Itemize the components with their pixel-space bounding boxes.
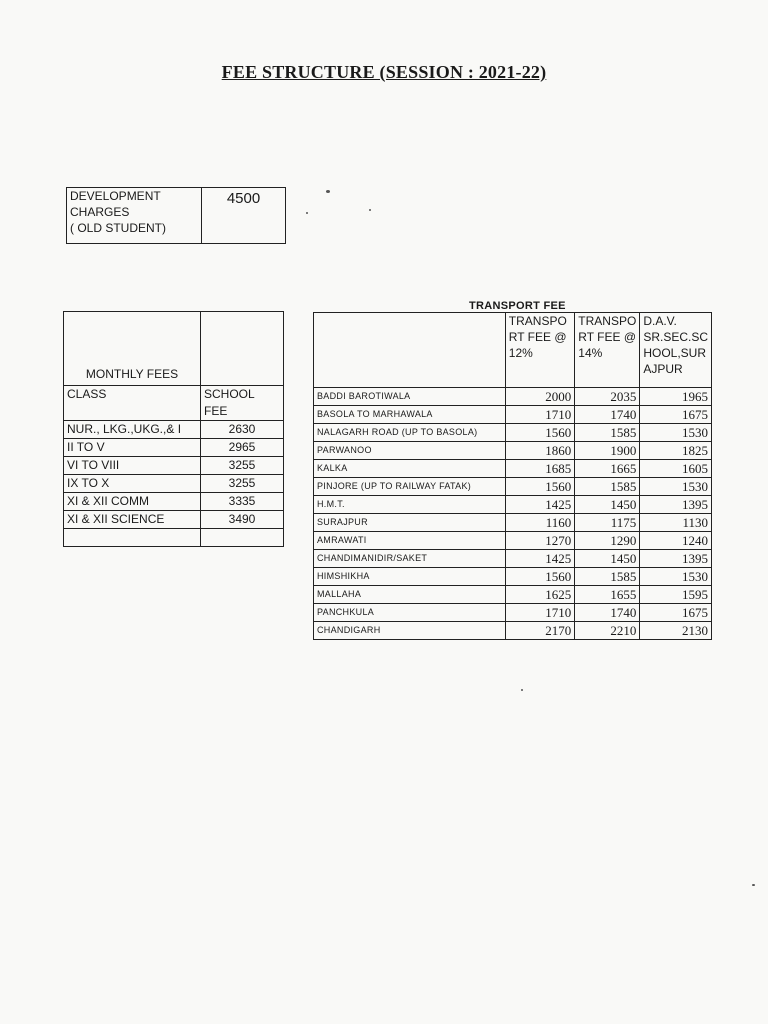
fee-12-cell: 1425 xyxy=(505,550,575,568)
table-row xyxy=(64,439,284,457)
label-line: CHARGES xyxy=(70,205,130,219)
school-fee-cell: 2965 xyxy=(201,439,284,457)
fee-14-cell: 2210 xyxy=(575,622,640,640)
table-row xyxy=(314,568,712,586)
fee-12-cell: 1560 xyxy=(505,424,575,442)
school-fee-cell: 3490 xyxy=(201,511,284,529)
table-row xyxy=(314,406,712,424)
fee-12-cell: 2000 xyxy=(505,388,575,406)
header-line: SR.SEC.SC xyxy=(643,330,708,344)
route-cell: H.M.T. xyxy=(314,496,506,514)
header-line: TRANSPO xyxy=(578,314,637,328)
table-row xyxy=(314,442,712,460)
table-row xyxy=(314,388,712,406)
dav-fee-cell: 1675 xyxy=(640,604,712,622)
table-row xyxy=(314,424,712,442)
table-row xyxy=(314,532,712,550)
dav-fee-cell: 1595 xyxy=(640,586,712,604)
class-cell: NUR., LKG.,UKG.,& I xyxy=(64,421,201,439)
class-cell: VI TO VIII xyxy=(64,457,201,475)
monthly-fees-heading: MONTHLY FEES xyxy=(64,312,201,386)
route-cell: CHANDIMANIDIR/SAKET xyxy=(314,550,506,568)
fee-14-cell: 1740 xyxy=(575,406,640,424)
header-line: AJPUR xyxy=(643,362,683,376)
fee-12-cell: 1160 xyxy=(505,514,575,532)
fee-14-cell: 1585 xyxy=(575,478,640,496)
route-cell: AMRAWATI xyxy=(314,532,506,550)
table-row xyxy=(314,586,712,604)
dav-header xyxy=(640,313,712,388)
dav-fee-cell: 1395 xyxy=(640,496,712,514)
class-cell: II TO V xyxy=(64,439,201,457)
dav-fee-cell: 1825 xyxy=(640,442,712,460)
header-line: TRANSPO xyxy=(508,314,567,328)
table-row xyxy=(314,514,712,532)
fee-14-cell: 2035 xyxy=(575,388,640,406)
dav-fee-cell: 1240 xyxy=(640,532,712,550)
route-cell: CHANDIGARH xyxy=(314,622,506,640)
empty-cell xyxy=(64,529,201,547)
fee-12-cell: 1560 xyxy=(505,568,575,586)
fee-14-cell: 1585 xyxy=(575,568,640,586)
header-line: HOOL,SUR xyxy=(643,346,706,360)
fee-14-cell: 1655 xyxy=(575,586,640,604)
route-cell: HIMSHIKHA xyxy=(314,568,506,586)
school-fee-column-header: SCHOOL FEE xyxy=(201,386,284,421)
fee-14-header xyxy=(575,313,640,388)
route-cell: KALKA xyxy=(314,460,506,478)
page-title: FEE STRUCTURE (SESSION : 2021-22) xyxy=(221,62,547,82)
empty-cell xyxy=(201,312,284,386)
dav-fee-cell: 1130 xyxy=(640,514,712,532)
transport-header-row xyxy=(314,313,712,388)
table-row xyxy=(64,475,284,493)
class-cell: IX TO X xyxy=(64,475,201,493)
table-row xyxy=(64,421,284,439)
table-row xyxy=(64,511,284,529)
header-line: 12% xyxy=(508,346,533,360)
header-line: 14% xyxy=(578,346,603,360)
table-row xyxy=(64,493,284,511)
route-cell: BADDI BAROTIWALA xyxy=(314,388,506,406)
empty-cell xyxy=(314,313,506,388)
fee-12-cell: 1710 xyxy=(505,604,575,622)
fee-14-cell: 1290 xyxy=(575,532,640,550)
table-row xyxy=(314,622,712,640)
table-row xyxy=(314,460,712,478)
scan-speck xyxy=(521,689,523,691)
fee-12-cell: 1625 xyxy=(505,586,575,604)
transport-fee-caption: TRANSPORT FEE xyxy=(469,300,566,312)
scan-speck xyxy=(326,190,330,193)
table-row xyxy=(314,550,712,568)
transport-fee-table xyxy=(313,312,712,640)
route-cell: PINJORE (UP TO RAILWAY FATAK) xyxy=(314,478,506,496)
dav-fee-cell: 1675 xyxy=(640,406,712,424)
development-charges-value: 4500 xyxy=(202,188,286,244)
scan-speck xyxy=(752,884,755,886)
route-cell: PARWANOO xyxy=(314,442,506,460)
table-row xyxy=(64,457,284,475)
label-line: DEVELOPMENT xyxy=(70,189,161,203)
school-fee-cell: 3255 xyxy=(201,475,284,493)
route-cell: MALLAHA xyxy=(314,586,506,604)
table-row xyxy=(314,496,712,514)
fee-14-cell: 1900 xyxy=(575,442,640,460)
label-line: ( OLD STUDENT) xyxy=(70,221,166,235)
class-cell: XI & XII SCIENCE xyxy=(64,511,201,529)
development-charges-label xyxy=(67,188,202,244)
class-column-header: CLASS xyxy=(64,386,201,421)
fee-12-cell: 1860 xyxy=(505,442,575,460)
fee-12-cell: 1685 xyxy=(505,460,575,478)
dav-fee-cell: 1605 xyxy=(640,460,712,478)
route-cell: SURAJPUR xyxy=(314,514,506,532)
fee-12-cell: 1560 xyxy=(505,478,575,496)
class-cell: XI & XII COMM xyxy=(64,493,201,511)
scan-speck xyxy=(306,212,308,214)
route-cell: PANCHKULA xyxy=(314,604,506,622)
fee-14-cell: 1585 xyxy=(575,424,640,442)
dav-fee-cell: 1530 xyxy=(640,568,712,586)
table-row xyxy=(314,604,712,622)
fee-14-cell: 1740 xyxy=(575,604,640,622)
development-charges-table xyxy=(66,187,286,244)
dav-fee-cell: 1530 xyxy=(640,478,712,496)
school-fee-cell: 3335 xyxy=(201,493,284,511)
scan-speck xyxy=(369,209,371,211)
table-row xyxy=(314,478,712,496)
fee-12-cell: 1270 xyxy=(505,532,575,550)
empty-cell xyxy=(201,529,284,547)
school-fee-cell: 3255 xyxy=(201,457,284,475)
fee-12-cell: 2170 xyxy=(505,622,575,640)
school-fee-cell: 2630 xyxy=(201,421,284,439)
header-line: D.A.V. xyxy=(643,314,677,328)
fee-12-cell: 1710 xyxy=(505,406,575,424)
dav-fee-cell: 1395 xyxy=(640,550,712,568)
fee-14-cell: 1450 xyxy=(575,496,640,514)
route-cell: NALAGARH ROAD (UP TO BASOLA) xyxy=(314,424,506,442)
dav-fee-cell: 2130 xyxy=(640,622,712,640)
fee-14-cell: 1175 xyxy=(575,514,640,532)
header-line: RT FEE @ xyxy=(578,330,637,344)
fee-14-cell: 1665 xyxy=(575,460,640,478)
header-line: RT FEE @ xyxy=(508,330,567,344)
monthly-fees-table xyxy=(63,311,284,547)
fee-12-cell: 1425 xyxy=(505,496,575,514)
fee-12-header xyxy=(505,313,575,388)
route-cell: BASOLA TO MARHAWALA xyxy=(314,406,506,424)
fee-14-cell: 1450 xyxy=(575,550,640,568)
dav-fee-cell: 1965 xyxy=(640,388,712,406)
dav-fee-cell: 1530 xyxy=(640,424,712,442)
